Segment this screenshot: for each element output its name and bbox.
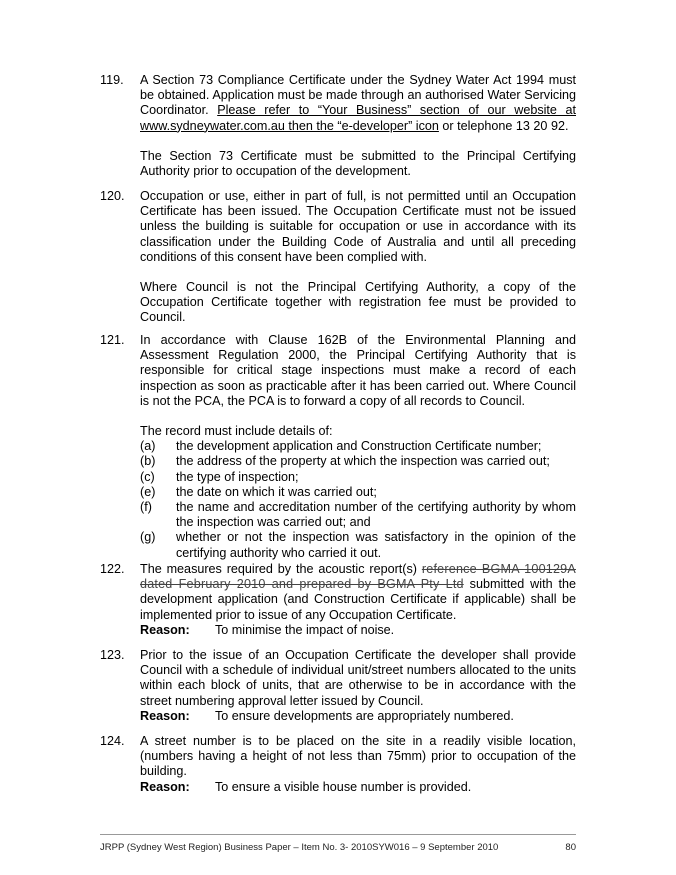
- list-item-text: the name and accreditation number of the certifying authority by whom the inspection was carried out; and: [176, 500, 576, 530]
- list-item: [140, 454, 576, 469]
- list-item-label: (c): [140, 469, 155, 484]
- condition-paragraph: The record must include details of:: [140, 424, 333, 439]
- list-item: [140, 530, 576, 560]
- list-item-label: (e): [140, 484, 156, 499]
- list-item-label: (a): [140, 439, 156, 454]
- condition-121: [100, 333, 576, 561]
- reason-line: [140, 780, 576, 795]
- list-item-label: (b): [140, 454, 156, 469]
- text-span: A Section 73 Compliance Certificate under the Sydney Water Act 1994 must be obtained. Application must be made through an authorised Water Servicing Coordinator.: [140, 73, 576, 118]
- condition-paragraph: Where Council is not the Principal Certifying Authority, a copy of the Occupation Certificate together with registration fee must be provided to Council.: [140, 280, 576, 325]
- reason-line: [140, 623, 576, 638]
- list-item-text: the type of inspection;: [176, 469, 299, 484]
- condition-paragraph: The Section 73 Certificate must be submitted to the Principal Certifying Authority prior to occupation of the development.: [140, 148, 576, 179]
- condition-paragraph: Prior to the issue of an Occupation Certificate the developer shall provide Council with a schedule of individual unit/street numbers allocated to the units within each block of units, that are otherwise to be in accordance with the street numbering approval letter issued by Council.: [140, 648, 576, 708]
- reason-label: Reason:: [140, 622, 190, 637]
- list-item-label: (f): [140, 500, 152, 515]
- condition-120: [100, 189, 576, 326]
- list-item: [140, 500, 576, 530]
- list-item-text: the address of the property at which the inspection was carried out;: [176, 454, 550, 469]
- condition-124: [100, 734, 576, 795]
- text-span: or telephone 13 20 92.: [438, 118, 569, 133]
- reason-label: Reason:: [140, 779, 190, 794]
- text-span: submitted with the development application (and Construction Certificate if applicable) shall be implemented prior to issue of any Occupation Certificate.: [140, 577, 577, 622]
- list-item-text: the development application and Construction Certificate number;: [176, 439, 542, 454]
- footer-divider: [100, 834, 576, 835]
- page-footer: [100, 842, 576, 853]
- record-details-list: [140, 439, 576, 561]
- condition-number: 119.: [100, 73, 124, 87]
- condition-paragraph: [140, 562, 576, 623]
- reason-line: [140, 709, 576, 724]
- reason-text: To minimise the impact of noise.: [215, 622, 395, 637]
- text-span: The measures required by the acoustic report(s): [140, 562, 422, 576]
- list-item: [140, 485, 576, 500]
- struck-through-text: reference BGMA 100129A dated February 2010 and prepared by BGMA Pty Ltd: [140, 562, 576, 592]
- condition-number: 124.: [100, 734, 125, 748]
- footer-text: JRPP (Sydney West Region) Business Paper – Item No. 3- 2010SYW016 – 9 September 2010: [100, 842, 499, 853]
- page-number: 80: [565, 842, 576, 853]
- list-item-label: (g): [140, 530, 156, 545]
- reason-text: To ensure a visible house number is provided.: [215, 779, 472, 794]
- condition-paragraph: A street number is to be placed on the site in a readily visible location, (numbers having a height of not less than 75mm) prior to occupation of the building.: [140, 734, 576, 779]
- condition-123: [100, 648, 576, 724]
- list-item: [140, 439, 576, 454]
- condition-number: 120.: [100, 189, 125, 203]
- reason-label: Reason:: [140, 708, 190, 723]
- condition-paragraph: In accordance with Clause 162B of the Environmental Planning and Assessment Regulation 2000, the Principal Certifying Authority that is responsible for critical stage inspections must make a record of each inspection as soon as practicable after it has been carried out. Where Council is not the PCA, the PCA is to forward a copy of all records to Council.: [140, 333, 576, 408]
- condition-paragraph: Occupation or use, either in part of full, is not permitted until an Occupation Certificate has been issued. The Occupation Certificate must not be issued unless the building is suitable for occupation or use in accordance with its classification under the Building Code of Australia and until all preceding conditions of this consent have been complied with.: [140, 189, 576, 264]
- list-item-text: whether or not the inspection was satisfactory in the opinion of the certifying authority who carried it out.: [176, 530, 576, 560]
- reason-text: To ensure developments are appropriately numbered.: [215, 708, 514, 723]
- condition-122: [100, 562, 576, 638]
- condition-119: [100, 73, 576, 179]
- website-link-text[interactable]: Please refer to “Your Business” section of our website at www.sydneywater.com.au then the “e-developer” icon: [140, 103, 577, 133]
- condition-number: 121.: [100, 333, 125, 347]
- list-item: [140, 470, 576, 485]
- condition-paragraph: [140, 73, 576, 134]
- list-item-text: the date on which it was carried out;: [176, 484, 377, 499]
- condition-number: 122.: [100, 562, 125, 576]
- condition-number: 123.: [100, 648, 125, 662]
